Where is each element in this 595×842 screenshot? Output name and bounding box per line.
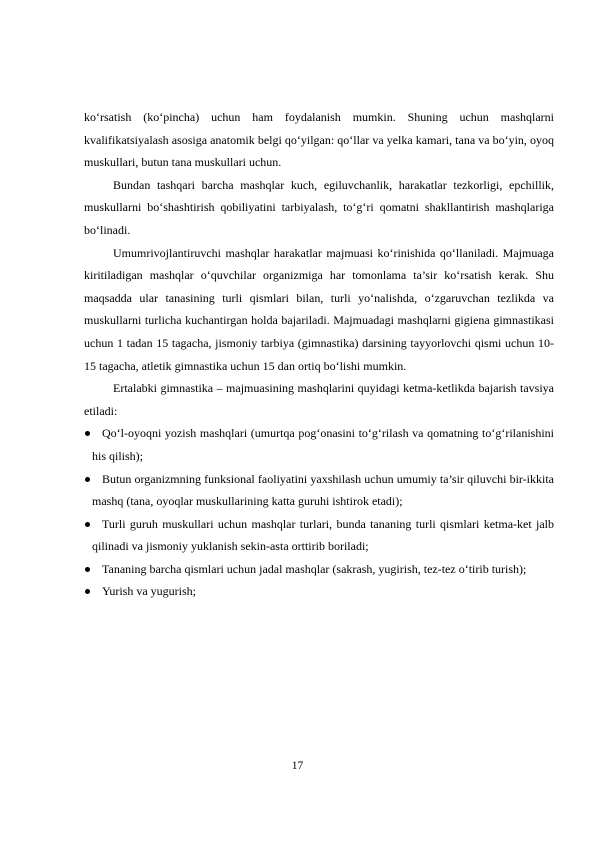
bullet-dot-icon <box>85 567 90 572</box>
bullet-list <box>84 422 554 603</box>
bullet-dot-icon <box>85 589 90 594</box>
paragraph-2: Bundan tashqari barcha mashqlar kuch, egiluvchanlik, harakatlar tezkorligi, epchillik, muskullarni bo‘shashtirish qobiliyatini tarbiyalash, to‘g‘ri qomatni shakllantirish mashqlariga bo‘linadi. <box>84 177 554 237</box>
list-item <box>84 580 554 603</box>
list-item <box>84 422 554 467</box>
bullet-dot-icon <box>85 522 90 527</box>
paragraph-4: Ertalabki gimnastika – majmuasining mashqlarini quyidagi ketma-ketlikda bajarish tavsiya etiladi: <box>84 381 554 418</box>
list-item-text: Qo‘l-oyoqni yozish mashqlari (umurtqa pog‘onasini to‘g‘rilash va qomatning to‘g‘rilanishini his qilish); <box>92 426 554 463</box>
list-item <box>84 558 554 581</box>
list-item-text: Yurish va yugurish; <box>102 584 196 599</box>
list-item-text: Turli guruh muskullari uchun mashqlar turlari, bunda tananing turli qismlari ketma-ket jalb qilinadi va jismoniy yuklanish sekin-asta orttirib boriladi; <box>92 516 554 554</box>
bullet-dot-icon <box>85 431 90 436</box>
page-body <box>84 106 554 603</box>
list-item <box>84 513 554 558</box>
paragraph-1: ko‘rsatish (ko‘pincha) uchun ham foydalanish mumkin. Shuning uchun mashqlarni kvalifikatsiyalash asosiga anatomik belgi qo‘yilgan: qo‘llar va yelka kamari, tana va bo‘yin, oyoq muskullari, butun tana muskullari uchun. <box>84 110 554 170</box>
bullet-dot-icon <box>85 477 90 482</box>
list-item <box>84 468 554 513</box>
list-item-text: Tananing barcha qismlari uchun jadal mashqlar (sakrash, yugirish, tez-tez o‘tirib turish); <box>102 561 527 576</box>
list-item-text: Butun organizmning funksional faoliyatini yaxshilash uchun umumiy ta’sir qiluvchi bir-ikkita mashq (tana, oyoqlar muskullarining katta guruhi ishtirok etadi); <box>92 471 554 509</box>
page-number: 17 <box>291 760 304 772</box>
paragraph-3: Umumrivojlantiruvchi mashqlar harakatlar majmuasi ko‘rinishida qo‘llaniladi. Majmuaga kiritiladigan mashqlar o‘quvchilar organizmiga har tomonlama ta’sir ko‘rsatish kerak. Shu maqsadda ular tanasining turli qismlari bilan, turli yo‘nalishda, o‘zgaruvchan tezlikda va muskullarni turlicha kuchantirgan holda bajariladi. Majmuadagi mashqlarni gigiena gimnastikasi uchun 1 tadan 15 tagacha, jismoniy tarbiya (gimnastika) darsining tayyorlovchi qismi uchun 10-15 tagacha, atletik gimnastika uchun 15 dan ortiq bo‘lishi mumkin. <box>84 245 554 373</box>
